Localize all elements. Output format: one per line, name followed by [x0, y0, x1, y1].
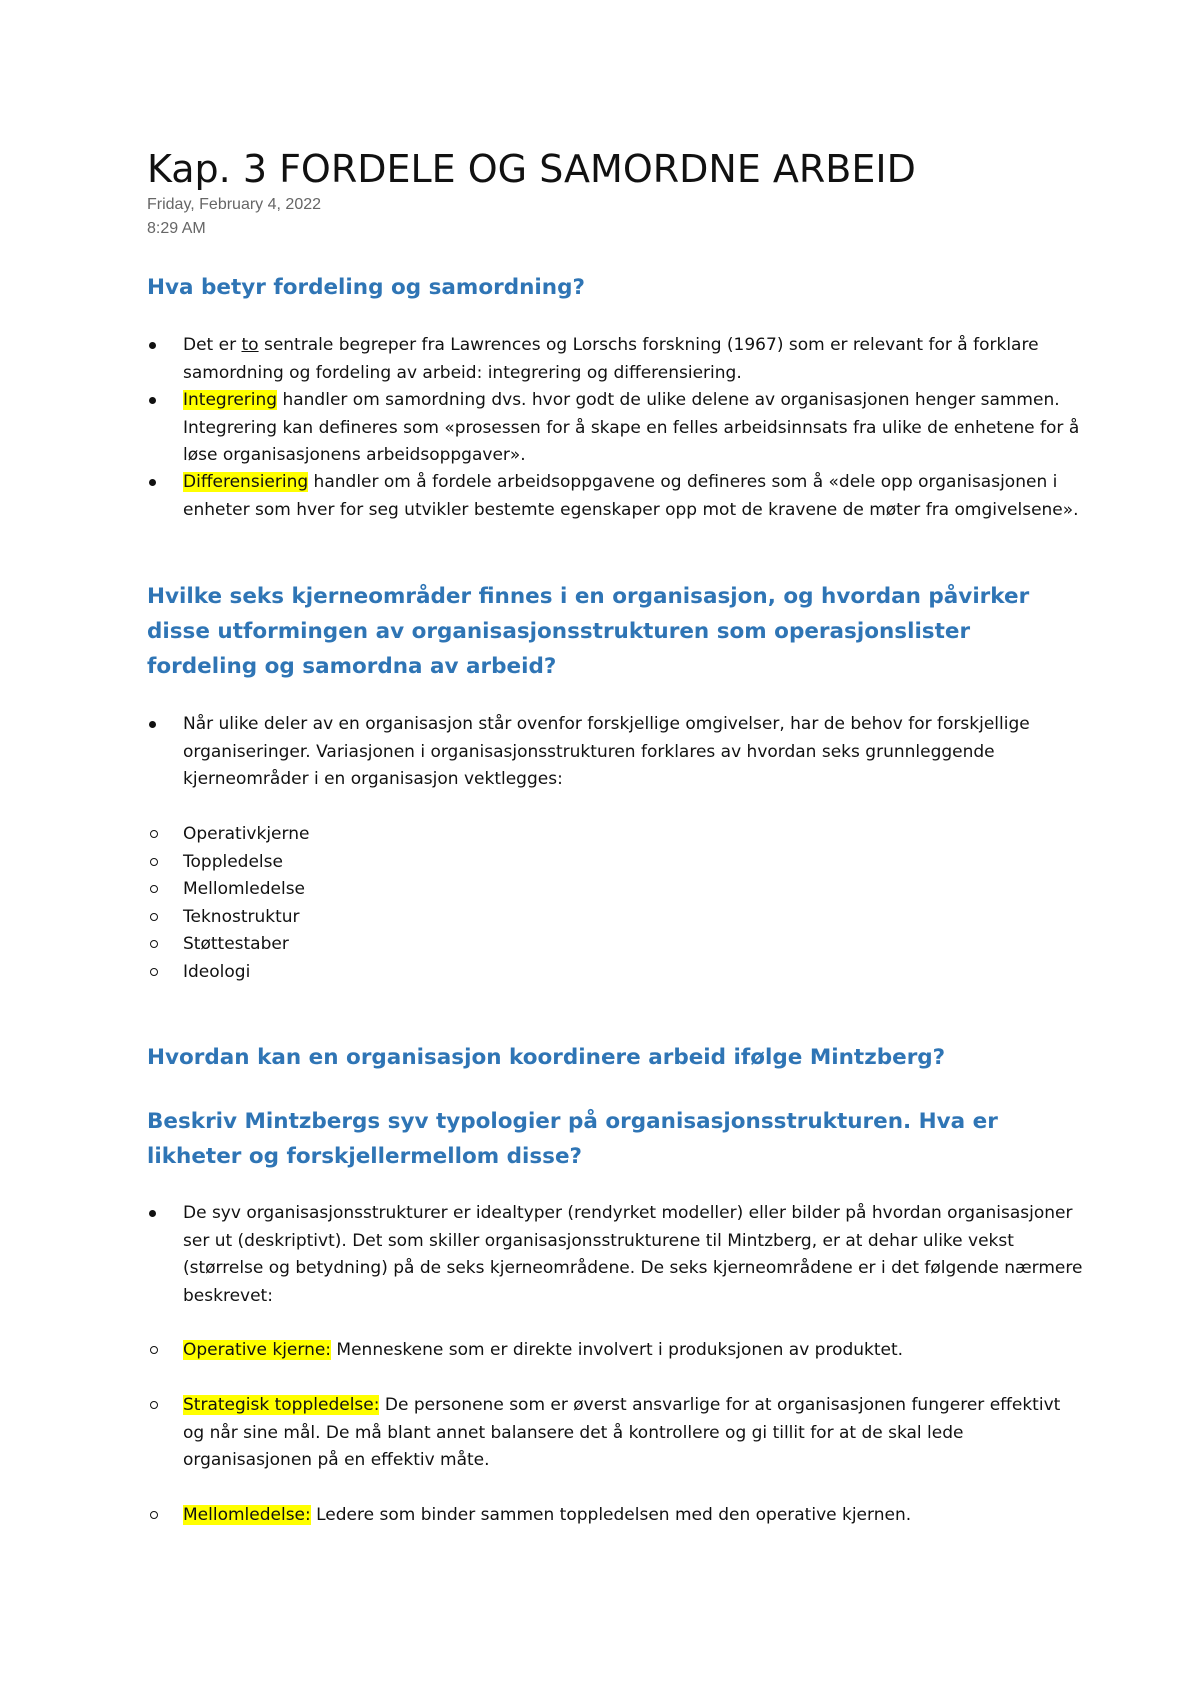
- sub-list-item: Mellomledelse: Ledere som binder sammen toppledelsen med den operative kjernen.: [183, 1502, 1083, 1530]
- bullet-item: Differensiering handler om å fordele arbeidsoppgavene og defineres som å «dele opp organisasjonen i enheter som hver for seg utvikler bestemte egenskaper opp mot de kravene de møter fra omgivelsene».: [183, 469, 1083, 524]
- sub-list-item: Operativkjerne: [183, 821, 1083, 849]
- bullet-item: Når ulike deler av en organisasjon står ovenfor forskjellige omgivelser, har de behov for forskjellige organiseringer. Variasjonen i organisasjonsstrukturen forklares av hvordan seks grunnleggende kjerneområder i en organisasjon vektlegges:: [183, 711, 1083, 794]
- sub-list-item: Mellomledelse: [183, 876, 1083, 904]
- highlighted-term: Mellomledelse:: [183, 1505, 311, 1525]
- bullet-item: Det er to sentrale begreper fra Lawrences og Lorschs forskning (1967) som er relevant for å forklare samordning og fordeling av arbeid: integrering og differensiering.: [183, 332, 1083, 387]
- highlighted-term: Operative kjerne:: [183, 1340, 332, 1360]
- heading-kjerneomrader: Hvilke seks kjerneområder finnes i en organisasjon, og hvordan påvirker disse utformingen av organisasjonsstrukturen som operasjonslister fordeling og samordna av arbeid?: [147, 584, 1030, 679]
- heading-syv-typologier: Beskriv Mintzbergs syv typologier på organisasjonsstrukturen. Hva er likheter og forskjellermellom disse?: [147, 1109, 998, 1169]
- page-title: Kap. 3 FORDELE OG SAMORDNE ARBEID: [147, 147, 916, 191]
- highlighted-term: Strategisk toppledelse:: [183, 1395, 380, 1415]
- sub-list-item: Støttestaber: [183, 931, 1083, 959]
- sub-list-item: Toppledelse: [183, 849, 1083, 877]
- bullet-item: De syv organisasjonsstrukturer er idealtyper (rendyrket modeller) eller bilder på hvordan organisasjoner ser ut (deskriptivt). Det som skiller organisasjonsstrukturene til Mintzberg, er at dehar ulike vekst (størrelse og betydning) på de seks kjerneområdene. De seks kjerneområdene er i det følgende nærmere beskrevet:: [183, 1200, 1083, 1310]
- page-date: Friday, February 4, 2022: [147, 196, 322, 213]
- sub-list-item: Teknostruktur: [183, 904, 1083, 932]
- sub-list-item: Operative kjerne: Menneskene som er direkte involvert i produksjonen av produktet.: [183, 1337, 1083, 1365]
- heading-koordinere-mintzberg: Hvordan kan en organisasjon koordinere arbeid ifølge Mintzberg?: [147, 1045, 946, 1070]
- highlighted-term: Differensiering: [183, 472, 309, 492]
- underlined-word: to: [241, 335, 259, 355]
- heading-fordeling-samordning: Hva betyr fordeling og samordning?: [147, 275, 585, 300]
- page-time: 8:29 AM: [147, 220, 206, 237]
- bullet-item: Integrering handler om samordning dvs. hvor godt de ulike delene av organisasjonen henger sammen. Integrering kan defineres som «prosessen for å skape en felles arbeidsinnsats fra ulike de enhetene for å løse organisasjonens arbeidsoppgaver».: [183, 387, 1083, 470]
- sub-list-item: Strategisk toppledelse: De personene som er øverst ansvarlige for at organisasjonen fungerer effektivt og når sine mål. De må blant annet balansere det å kontrollere og gi tillit for at de skal lede organisasjonen på en effektiv måte.: [183, 1392, 1083, 1475]
- sub-list-item: Ideologi: [183, 959, 1083, 987]
- highlighted-term: Integrering: [183, 390, 278, 410]
